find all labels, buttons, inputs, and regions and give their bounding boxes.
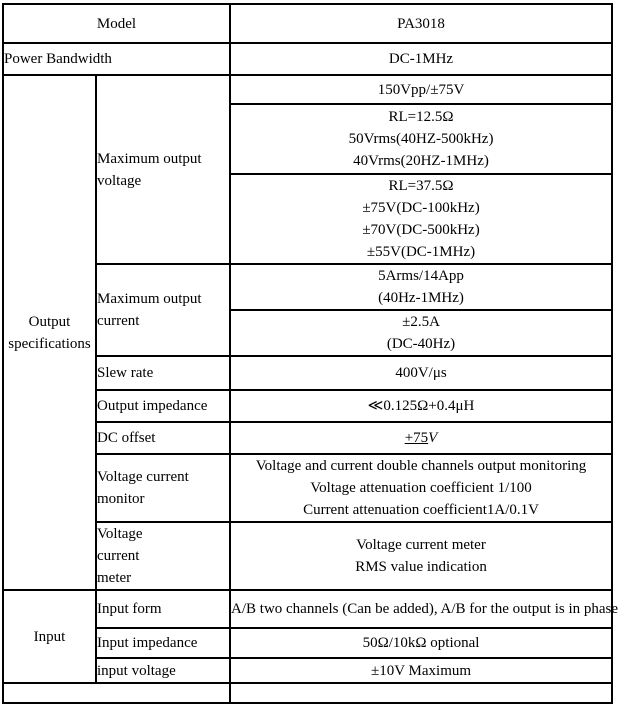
max-voltage-label-line1: Maximum output bbox=[97, 150, 202, 167]
meter-label-line1: Voltage bbox=[97, 526, 143, 542]
max-current-v1-line1: 5Arms/14App bbox=[378, 268, 464, 284]
max-voltage-v3-line2: ±75V(DC-100kHz) bbox=[362, 200, 480, 216]
max-current-v2-line1: ±2.5A bbox=[402, 314, 440, 330]
output-section-label bbox=[3, 75, 96, 590]
dc-offset-value bbox=[230, 422, 612, 454]
spec-table bbox=[2, 3, 618, 704]
meter-value-line1: Voltage current meter bbox=[356, 537, 486, 553]
max-voltage-label-line2: voltage bbox=[97, 172, 142, 189]
power-bandwidth-row bbox=[3, 43, 612, 75]
power-bandwidth-value: DC-1MHz bbox=[230, 43, 612, 75]
input-form-label: Input form bbox=[96, 590, 230, 628]
input-impedance-label: Input impedance bbox=[96, 628, 230, 658]
monitor-label bbox=[96, 454, 230, 522]
monitor-value-line3: Current attenuation coefficient1A/0.1V bbox=[303, 502, 539, 518]
input-voltage-label: input voltage bbox=[96, 658, 230, 683]
meter-label-line3: meter bbox=[97, 570, 132, 586]
clipped-bottom-row bbox=[3, 683, 612, 703]
max-current-label-line2: current bbox=[97, 313, 140, 329]
meter-label-line2: current bbox=[97, 548, 140, 564]
monitor-value-line1: Voltage and current double channels output monitoring bbox=[255, 458, 587, 474]
input-section-label: Input bbox=[3, 590, 96, 683]
max-voltage-label bbox=[96, 75, 230, 264]
monitor-label-line1: Voltage current bbox=[97, 469, 189, 485]
max-voltage-row-1 bbox=[3, 75, 612, 104]
max-current-v1-line2: (40Hz-1MHz) bbox=[378, 290, 464, 306]
output-section-label-line2: specifications bbox=[8, 335, 91, 352]
input-voltage-value: ±10V Maximum bbox=[230, 658, 612, 683]
max-current-label bbox=[96, 264, 230, 356]
monitor-value-line2: Voltage attenuation coefficient 1/100 bbox=[310, 480, 532, 496]
power-bandwidth-label: Power Bandwidth bbox=[3, 43, 230, 75]
max-voltage-v3-line4: ±55V(DC-1MHz) bbox=[366, 244, 476, 260]
clipped-bottom-value-cell bbox=[230, 683, 612, 703]
header-row bbox=[3, 4, 612, 43]
output-section-label-line1: Output bbox=[28, 313, 71, 330]
max-voltage-v2-line3: 40Vrms(20HZ-1MHz) bbox=[353, 153, 489, 169]
input-form-row bbox=[3, 590, 612, 628]
model-value-cell: PA3018 bbox=[230, 4, 612, 43]
max-voltage-value-2 bbox=[230, 104, 612, 174]
max-voltage-v3-line3: ±70V(DC-500kHz) bbox=[362, 222, 480, 238]
slew-rate-label: Slew rate bbox=[96, 356, 230, 390]
monitor-label-line2: monitor bbox=[97, 491, 145, 507]
meter-value-line2: RMS value indication bbox=[355, 559, 487, 575]
input-impedance-value: 50Ω/10kΩ optional bbox=[230, 628, 612, 658]
output-impedance-label: Output impedance bbox=[96, 390, 230, 422]
max-voltage-v2-line1: RL=12.5Ω bbox=[388, 109, 454, 125]
monitor-value bbox=[230, 454, 612, 522]
max-current-value-2 bbox=[230, 310, 612, 356]
output-impedance-value: ≪0.125Ω+0.4μH bbox=[230, 390, 612, 422]
max-current-v2-line2: (DC-40Hz) bbox=[386, 336, 456, 352]
input-form-value: A/B two channels (Can be added), A/B for the output is in phase bbox=[230, 590, 612, 628]
max-current-label-line1: Maximum output bbox=[97, 291, 202, 307]
spec-sheet-page bbox=[0, 3, 618, 679]
dc-offset-value-unit: V bbox=[428, 430, 438, 446]
dc-offset-label: DC offset bbox=[96, 422, 230, 454]
dc-offset-value-main: +75 bbox=[404, 430, 429, 446]
max-voltage-value-1: 150Vpp/±75V bbox=[230, 75, 612, 104]
meter-label bbox=[96, 522, 230, 590]
meter-value bbox=[230, 522, 612, 590]
clipped-bottom-left-cell bbox=[3, 683, 230, 703]
max-voltage-value-3 bbox=[230, 174, 612, 264]
max-current-value-1 bbox=[230, 264, 612, 310]
model-header-cell: Model bbox=[3, 4, 230, 43]
max-voltage-v3-line1: RL=37.5Ω bbox=[388, 178, 454, 194]
max-voltage-v2-line2: 50Vrms(40HZ-500kHz) bbox=[348, 131, 494, 147]
slew-rate-value: 400V/μs bbox=[230, 356, 612, 390]
